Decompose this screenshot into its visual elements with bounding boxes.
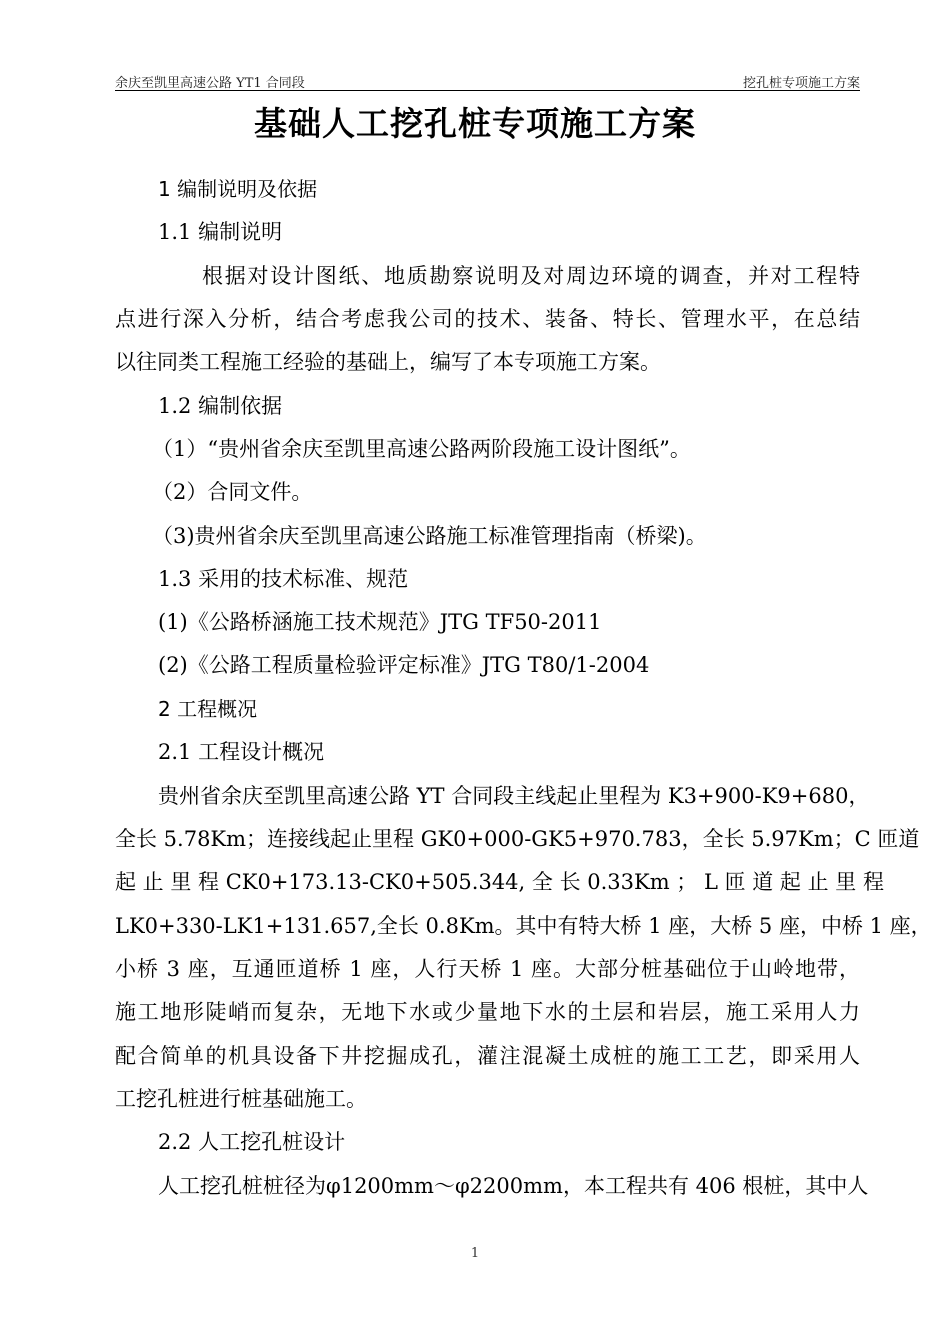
page-number: 1 <box>470 1246 480 1261</box>
page-header <box>115 72 860 91</box>
basis-item: （2）合同文件。 <box>152 480 313 504</box>
section-2-1-paragraph-line: 施工地形陡峭而复杂，无地下水或少量地下水的土层和岩层，施工采用人力 <box>115 1000 860 1024</box>
header-document-name: 挖孔桩专项施工方案 <box>742 76 860 91</box>
section-2-1-paragraph-line: LK0+330-LK1+131.657,全长 0.8Km。其中有特大桥 1 座，大桥 5 座，中桥 1 座， <box>115 914 932 938</box>
section-2-2-heading: 2.2 人工挖孔桩设计 <box>158 1130 346 1154</box>
section-1-1-heading: 1.1 编制说明 <box>158 220 283 244</box>
document-title: 基础人工挖孔桩专项施工方案 <box>254 104 696 143</box>
basis-item: （1）“贵州省余庆至凯里高速公路两阶段施工设计图纸”。 <box>152 437 691 461</box>
standard-item: (2)《公路工程质量检验评定标准》JTG T80/1-2004 <box>158 653 650 677</box>
standard-item: (1)《公路桥涵施工技术规范》JTG TF50-2011 <box>158 610 602 634</box>
section-2-1-paragraph-line: 贵州省余庆至凯里高速公路 YT 合同段主线起止里程为 K3+900-K9+680， <box>158 784 870 808</box>
section-2-heading: 2 工程概况 <box>158 697 258 721</box>
section-2-1-paragraph-line: 全长 5.78Km；连接线起止里程 GK0+000-GK5+970.783，全长 5.97Km；C 匝道 <box>115 827 920 851</box>
section-1-1-paragraph-line: 以往同类工程施工经验的基础上，编写了本专项施工方案。 <box>115 350 661 374</box>
basis-item: （3)贵州省余庆至凯里高速公路施工标准管理指南（桥梁)。 <box>152 524 707 548</box>
header-project-name: 余庆至凯里高速公路 YT1 合同段 <box>115 76 305 91</box>
section-2-1-paragraph-line: 工挖孔桩进行桩基础施工。 <box>115 1087 367 1111</box>
section-1-1-paragraph-line: 根据对设计图纸、地质勘察说明及对周边环境的调查，并对工程特 <box>202 264 860 288</box>
section-1-3-heading: 1.3 采用的技术标准、规范 <box>158 567 409 591</box>
section-1-2-heading: 1.2 编制依据 <box>158 394 283 418</box>
section-2-1-paragraph-line: 小桥 3 座，互通匝道桥 1 座，人行天桥 1 座。大部分桩基础位于山岭地带， <box>115 957 860 981</box>
section-1-1-paragraph-line: 点进行深入分析，结合考虑我公司的技术、装备、特长、管理水平，在总结 <box>115 307 860 331</box>
section-2-1-paragraph-line: 配合简单的机具设备下井挖掘成孔，灌注混凝土成桩的施工工艺，即采用人 <box>115 1044 860 1068</box>
section-2-1-heading: 2.1 工程设计概况 <box>158 740 325 764</box>
section-2-1-paragraph-line: 起 止 里 程 CK0+173.13-CK0+505.344, 全 长 0.33Km ； L 匝 道 起 止 里 程 <box>115 870 884 894</box>
section-2-2-paragraph-line: 人工挖孔桩桩径为φ1200mm～φ2200mm，本工程共有 406 根桩，其中人 <box>158 1174 869 1198</box>
section-1-heading: 1 编制说明及依据 <box>158 177 318 201</box>
